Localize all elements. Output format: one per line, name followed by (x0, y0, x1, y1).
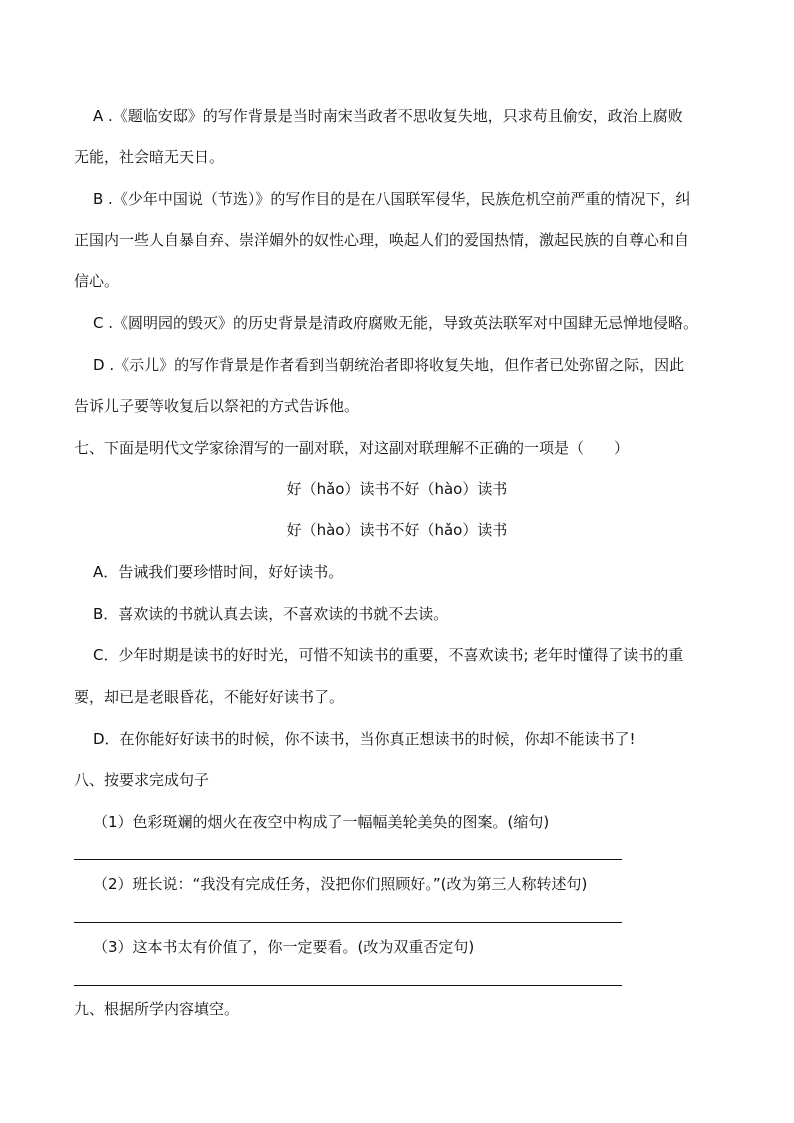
q8-answer-line-1[interactable] (74, 859, 622, 860)
q6-option-c-line1: C .《圆明园的毁灭》的历史背景是清政府腐败无能，导致英法联军对中国肆无忌惮地侵略。 (93, 314, 699, 332)
q9-title: 九、根据所学内容填空。 (74, 1000, 240, 1018)
q7-title: 七、下面是明代文学家徐渭写的一副对联，对这副对联理解不正确的一项是（ ） (74, 439, 630, 457)
q8-answer-line-3[interactable] (74, 985, 622, 986)
q7-option-c-line1: C．少年时期是读书的好时光，可惜不知读书的重要，不喜欢读书; 老年时懂得了读书的重 (93, 646, 684, 664)
q8-item-2: （2）班长说：“我没有完成任务，没把你们照顾好。”(改为第三人称转述句) (93, 875, 588, 893)
q7-option-d: D．在你能好好读书的时候，你不读书，当你真正想读书的时候，你却不能读书了! (93, 730, 636, 748)
q8-item-1: （1）色彩斑斓的烟火在夜空中构成了一幅幅美轮美奂的图案。(缩句) (93, 813, 550, 831)
q6-option-a-line2: 无能，社会暗无天日。 (74, 148, 225, 166)
q7-option-a: A．告诫我们要珍惜时间，好好读书。 (93, 563, 344, 581)
q6-option-b-line3: 信心。 (74, 272, 120, 290)
q6-option-d-line1: D .《示儿》的写作背景是作者看到当朝统治者即将收复失地，但作者已处弥留之际，因此 (93, 356, 685, 374)
q8-answer-line-2[interactable] (74, 922, 622, 923)
q7-option-b: B．喜欢读的书就认真去读，不喜欢读的书就不去读。 (93, 605, 449, 623)
q7-option-c-line2: 要，却已是老眼昏花，不能好好读书了。 (74, 688, 345, 706)
q8-title: 八、按要求完成句子 (74, 771, 210, 789)
q6-option-b-line2: 正国内一些人自暴自弃、崇洋媚外的奴性心理，唤起人们的爱国热情，激起民族的自尊心和自 (74, 231, 690, 249)
q6-option-b-line1: B .《少年中国说（节选）》的写作目的是在八国联军侵华，民族危机空前严重的情况下，纠 (93, 190, 691, 208)
q7-couplet-line2: 好（hào）读书不好（hǎo）读书 (286, 521, 508, 539)
q7-couplet-line1: 好（hǎo）读书不好（hào）读书 (286, 480, 508, 498)
q6-option-a-line1: A .《题临安邸》的写作背景是当时南宋当政者不思收复失地，只求苟且偷安，政治上腐败 (93, 107, 683, 125)
q8-item-3: （3）这本书太有价值了，你一定要看。(改为双重否定句) (93, 938, 475, 956)
q6-option-d-line2: 告诉儿子要等收复后以祭祀的方式告诉他。 (74, 397, 360, 415)
